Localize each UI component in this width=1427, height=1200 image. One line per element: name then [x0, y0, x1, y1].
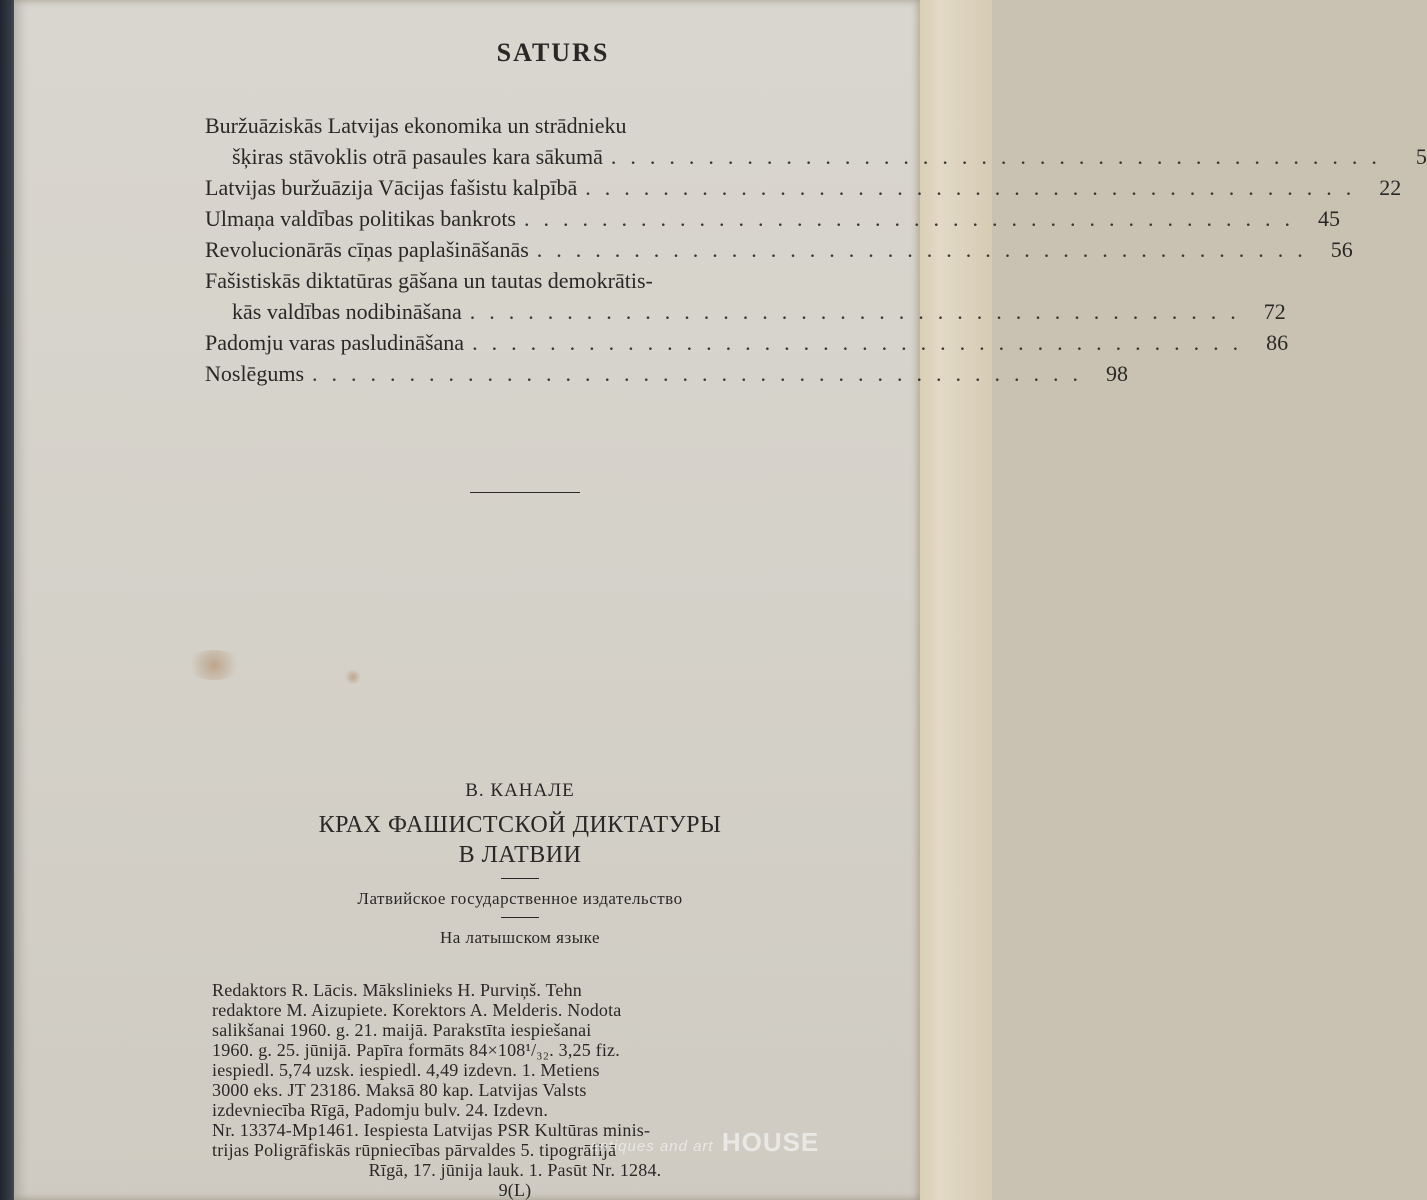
colophon-line: iespiedl. 5,74 uzsk. iespiedl. 4,49 izdevn. 1. Metiens [212, 1060, 600, 1080]
toc-page-number: 56 [1330, 237, 1353, 262]
toc-page-number: 98 [1106, 361, 1128, 386]
toc-entry-text: Padomju varas pasludināšana [205, 330, 465, 355]
toc-page-number: 86 [1266, 330, 1289, 355]
colophon-line: Nr. 13374-Mp1461. Iespiesta Latvijas PSR Kultūras minis- [212, 1120, 651, 1140]
book-title-line2: В ЛАТВИИ [458, 842, 582, 868]
toc-title: SATURS [496, 38, 610, 67]
colophon-line: trijas Poligrāfiskās rūpniecības pārvaldes 5. tipogrāfijā [212, 1140, 617, 1160]
toc-entry-text: Ulmaņa valdības politikas bankrots [205, 206, 516, 231]
toc-entry [205, 203, 1340, 234]
toc-page-number: 22 [1379, 175, 1402, 200]
colophon-line: redaktore M. Aizupiete. Korektors A. Melderis. Nodota [212, 1000, 622, 1020]
author: В. КАНАЛЕ [465, 780, 575, 801]
toc-entry [205, 110, 1427, 172]
short-rule [501, 917, 539, 918]
dot-leader: ........................................ [610, 144, 1391, 169]
colophon-line: 1960. g. 25. jūnijā. Papīra formāts 84×108¹/₃₂. 3,25 fiz. [212, 1040, 620, 1060]
toc-entry-text-line2: šķiras stāvoklis otrā pasaules kara sākumā [232, 144, 603, 169]
toc-entry [205, 234, 1353, 265]
colophon-line: salikšanai 1960. g. 21. maijā. Parakstīta iespiešanai [212, 1020, 592, 1040]
language-note: На латышском языке [439, 928, 601, 947]
toc-entry-text-line1: Buržuāziskās Latvijas ekonomika un strādnieku [205, 113, 627, 138]
colophon-footer: 9(L) [498, 1180, 532, 1200]
toc-entry-text-line1: Fašistiskās diktatūras gāšana un tautas demokrātis- [205, 268, 653, 293]
toc-entry-text: Noslēgums [205, 361, 304, 386]
toc-entry-text: Latvijas buržuāzija Vācijas fašistu kalpībā [205, 175, 578, 200]
toc-entry-text: Revolucionārās cīņas paplašināšanās [205, 237, 529, 262]
watermark-text: HOUSE [721, 1127, 820, 1157]
toc-page-number: 45 [1318, 206, 1340, 231]
colophon-line: izdevniecība Rīgā, Padomju bulv. 24. Izdevn. [212, 1100, 549, 1120]
paper-stain [184, 650, 244, 680]
dot-leader: ........................................ [536, 237, 1317, 262]
dot-leader: ........................................ [312, 361, 1092, 386]
toc-entry [205, 327, 1289, 358]
paper-stain [344, 670, 362, 684]
colophon-line: Redaktors R. Lācis. Mākslinieks H. Purviņš. Tehn [212, 980, 582, 1000]
colophon [212, 980, 818, 1200]
dot-leader: ........................................ [469, 299, 1250, 324]
book-title-line1: КРАХ ФАШИСТСКОЙ ДИКТАТУРЫ [318, 812, 722, 838]
toc-entry [205, 172, 1402, 203]
table-of-contents [205, 110, 1427, 389]
russian-imprint [200, 780, 840, 948]
watermark [590, 1127, 819, 1158]
short-rule [501, 878, 539, 879]
colophon-line: 3000 eks. JT 23186. Maksā 80 kap. Latvijas Valsts [212, 1080, 587, 1100]
section-divider [470, 492, 580, 493]
dot-leader: ........................................ [472, 330, 1253, 355]
dot-leader: ........................................ [585, 175, 1366, 200]
toc-page-number: 72 [1263, 299, 1286, 324]
toc-entry [205, 358, 1128, 389]
toc-entry [205, 265, 1286, 327]
watermark-small-text: antiques and art [590, 1138, 714, 1155]
colophon-line: Rīgā, 17. jūnija lauk. 1. Pasūt Nr. 1284. [368, 1160, 662, 1180]
toc-entry-text-line2: kās valdības nodibināšana [232, 299, 462, 324]
dot-leader: ........................................ [524, 206, 1304, 231]
publisher: Латвийское государственное издательство [357, 889, 683, 908]
toc-page-number: 5 [1415, 144, 1427, 169]
